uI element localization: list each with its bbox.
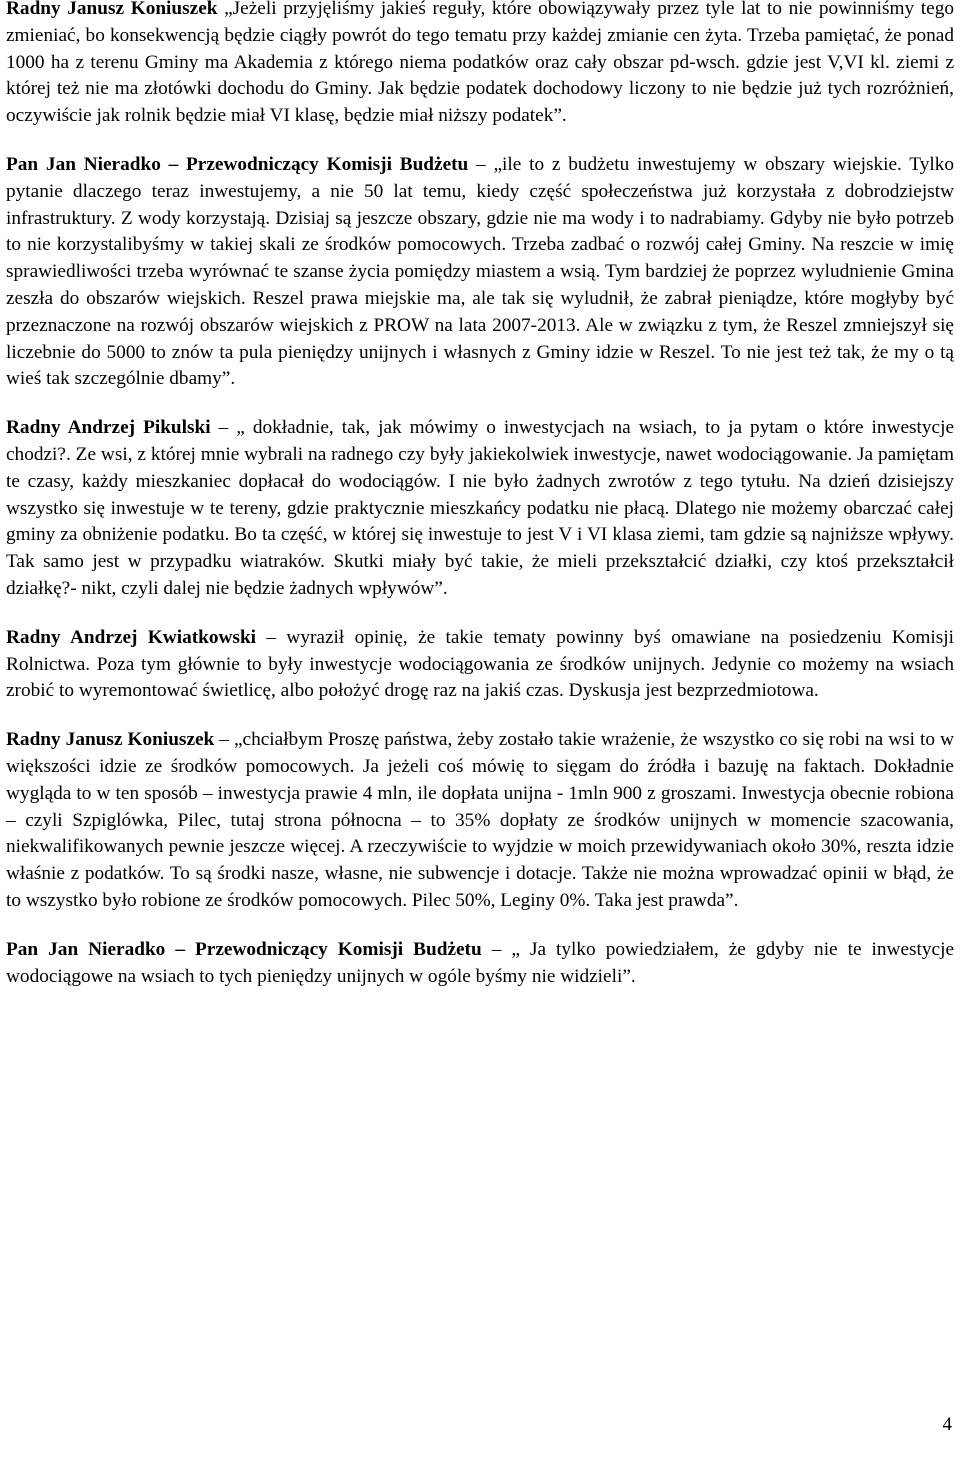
statement-paragraph-5 — [6, 727, 954, 915]
speaker-name: Radny Janusz Koniuszek — [6, 729, 215, 751]
statement-text: – „ Ja tylko powiedziałem, że gdyby nie te inwestycje wodociągowe na wsiach to tych pieniędzy unijnych w ogóle byśmy nie widzieli”. — [6, 938, 955, 987]
statement-paragraph-2 — [6, 152, 954, 393]
statement-text: – „ile to z budżetu inwestujemy w obszary wiejskie. Tylko pytanie dlaczego teraz inwestujemy, a nie 50 lat temu, kiedy część społeczeństwa już korzystała z dobrodziejstw infrastruktury. Z wody korzystają. Dzisiaj są jeszcze obszary, gdzie nie ma wody i to nadrabiamy. Gdyby nie było potrzeb to nie korzystalibyśmy w takiej skali ze środków pomocowych. Trzeba zadbać o rozwój całej Gminy. Na reszcie w imię sprawiedliwości trzeba wyrównać te szanse życia pomiędzy miastem a wsią. Tym bardziej że poprzez wyludnienie Gmina zeszła do obszarów wiejskich. Reszel prawa miejskie ma, ale tak się wyludnił, że zabrał pieniądze, które mogłyby być przeznaczone na rozwój obszarów wiejskich z PROW na lata 2007-2013. Ale w związku z tym, że Reszel zmniejszył się liczebnie do 5000 to znów ta pula pieniędzy unijnych i własnych z Gminy idzie w Reszel. To nie jest też tak, że my o tą wieś tak szczególnie dbamy”. — [6, 153, 955, 390]
document-page — [6, 0, 954, 1012]
statement-paragraph-6 — [6, 937, 954, 991]
statement-paragraph-3 — [6, 415, 954, 603]
speaker-name: Radny Janusz Koniuszek — [6, 0, 218, 19]
speaker-name: Pan Jan Nieradko – Przewodniczący Komisji Budżetu — [6, 153, 469, 175]
statement-text: – „ dokładnie, tak, jak mówimy o inwestycjach na wsiach, to ja pytam o które inwestycje chodzi?. Ze wsi, z której mnie wybrali na radnego czy były jakiekolwiek inwestycje, nawet wodociągowanie. Ja pamiętam te czasy, każdy mieszkaniec dopłacał do wodociągów. I nie było żadnych zwrotów z tego tytułu. Na dzień dzisiejszy wszystko się inwestuje w te tereny, gdzie praktycznie mieszkańcy podatku nie płacą. Dlatego nie możemy obarczać całej gminy za obniżenie podatku. Bo ta część, w której się inwestuje to jest V i VI klasa ziemi, tam gdzie są najniższe wpływy. Tak samo jest w przypadku wiatraków. Skutki miały być takie, że mieli przekształcić działki, czy ktoś przekształcił działkę?- nikt, czyli dalej nie będzie żadnych wpływów”. — [6, 417, 955, 599]
statement-text: „Jeżeli przyjęliśmy jakieś reguły, które obowiązywały przez tyle lat to nie powinniśmy tego zmieniać, bo konsekwencją będzie ciągły powrót do tego tematu przy każdej zmianie cen żyta. Trzeba pamiętać, że ponad 1000 ha z terenu Gminy ma Akademia z którego niema podatków oraz cały obszar pd-wsch. gdzie jest V,VI kl. ziemi z której też nie ma złotówki dochodu do Gminy. Jak będzie podatek dochodowy liczony to nie będzie już tych rozróżnień, oczywiście jak rolnik będzie miał VI klasę, będzie miał niższy podatek”. — [6, 0, 954, 127]
page-number: 4 — [942, 1414, 952, 1435]
statement-paragraph-1 — [6, 0, 954, 130]
speaker-name: Radny Andrzej Kwiatkowski — [6, 626, 257, 648]
statement-paragraph-4 — [6, 625, 954, 705]
statement-text: – „chciałbym Proszę państwa, żeby zostało takie wrażenie, że wszystko co się robi na wsi to w większości idzie ze środków pomocowych. Ja jeżeli coś mówię to sięgam do źródła i bazuję na faktach. Dokładnie wygląda to w ten sposób – inwestycja prawie 4 mln, ile dopłata unijna - 1mln 900 z groszami. Inwestycja obecnie robiona – czyli Szpiglówka, Pilec, tutaj strona północna – to 35% dopłaty ze środków unijnych w momencie szacowania, niekwalifikowanych pewnie jeszcze więcej. A rzeczywiście to wyjdzie w moich przewidywaniach około 30%, reszta idzie właśnie z podatków. To są środki nasze, własne, nie subwencje i dotacje. Także nie można wprowadzać opinii w błąd, że to wszystko było robione ze środków pomocowych. Pilec 50%, Leginy 0%. Taka jest prawda”. — [6, 729, 954, 911]
statement-text: – wyraził opinię, że takie tematy powinny byś omawiane na posiedzeniu Komisji Rolnictwa. Poza tym głównie to były inwestycje wodociągowania ze środków unijnych. Jedynie co możemy na wsiach zrobić to wyremontować świetlicę, albo położyć drogę raz na jakiś czas. Dyskusja jest bezprzedmiotowa. — [6, 626, 955, 702]
speaker-name: Radny Andrzej Pikulski — [6, 417, 211, 439]
speaker-name: Pan Jan Nieradko – Przewodniczący Komisji Budżetu — [6, 938, 482, 960]
